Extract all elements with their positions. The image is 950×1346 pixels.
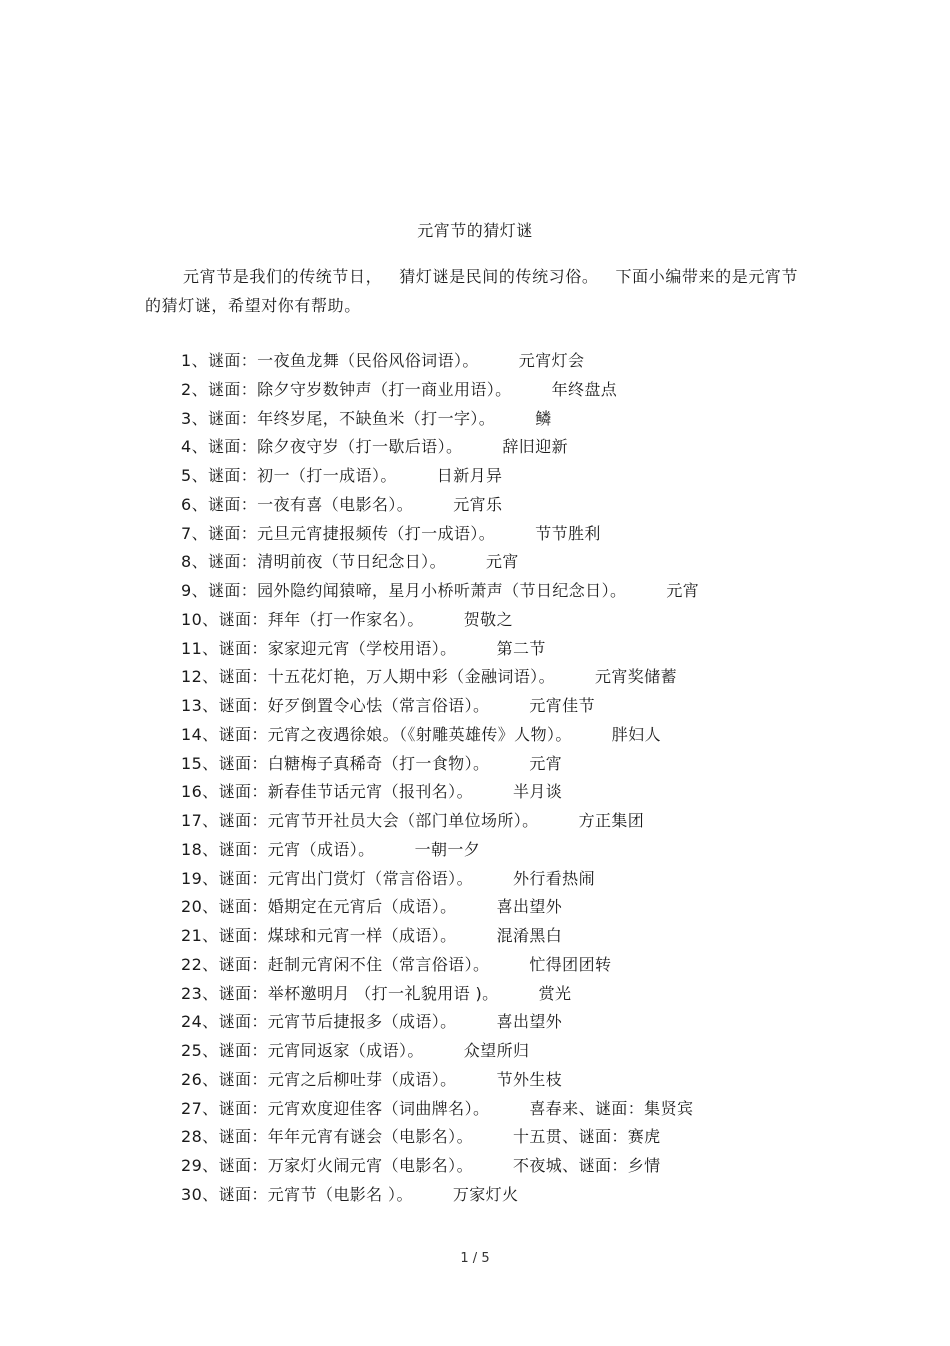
riddle-number: 7、 xyxy=(181,523,208,543)
riddle-number: 2、 xyxy=(181,379,208,399)
riddle-number: 8、 xyxy=(181,552,208,572)
riddle-number: 20、 xyxy=(181,897,219,917)
riddle-number: 15、 xyxy=(181,753,219,773)
riddle-number: 25、 xyxy=(181,1041,219,1060)
riddle-item xyxy=(181,893,901,922)
riddle-item xyxy=(181,376,901,405)
riddle-answer: 元宵灯会 xyxy=(518,351,585,370)
riddle-answer: 元宵佳节 xyxy=(529,696,595,715)
riddle-number: 19、 xyxy=(181,868,219,888)
riddle-question: 谜面：煤球和元宵一样（成语）。 xyxy=(218,926,457,945)
riddle-number: 9、 xyxy=(181,581,208,600)
riddle-answer: 鳞 xyxy=(535,408,552,428)
riddle-answer: 元宵 xyxy=(486,552,519,572)
riddle-number: 10、 xyxy=(181,609,219,629)
riddle-answer: 元宵奖储蓄 xyxy=(594,667,677,687)
riddle-number: 16、 xyxy=(181,782,219,802)
riddle-item xyxy=(181,520,901,549)
riddle-item xyxy=(181,1008,901,1037)
riddle-number: 17、 xyxy=(181,811,219,830)
riddle-answer: 元宵 xyxy=(666,581,700,600)
riddle-item xyxy=(181,635,901,664)
riddle-answer: 十五贯、谜面：赛虎 xyxy=(512,1127,661,1147)
riddle-question: 谜面：元宵节后捷报多（成语）。 xyxy=(218,1012,457,1032)
riddle-number: 23、 xyxy=(181,983,219,1003)
riddle-item xyxy=(181,606,901,635)
riddle-question: 谜面：初一（打一成语）。 xyxy=(207,466,397,485)
intro-paragraph xyxy=(145,262,805,320)
riddle-question: 谜面：元宵（成语）。 xyxy=(218,839,375,859)
page-number: 1 / 5 xyxy=(460,1251,490,1266)
riddle-number: 6、 xyxy=(181,494,208,514)
riddle-number: 30、 xyxy=(181,1184,219,1204)
riddle-answer: 元宵 xyxy=(529,753,563,773)
riddle-number: 3、 xyxy=(181,408,208,428)
riddle-number: 4、 xyxy=(181,437,208,457)
riddle-answer: 年终盘点 xyxy=(551,379,618,399)
riddle-item xyxy=(181,1037,901,1066)
riddle-item xyxy=(181,1066,901,1095)
riddle-list xyxy=(181,347,901,1210)
riddle-question: 谜面：元宵节（电影名 ）。 xyxy=(218,1184,413,1204)
riddle-item xyxy=(181,1181,901,1210)
riddle-question: 谜面：元宵之后柳吐芽（成语）。 xyxy=(218,1069,457,1089)
riddle-question: 谜面：万家灯火闹元宵（电影名）。 xyxy=(218,1156,473,1175)
riddle-item xyxy=(181,951,901,980)
riddle-answer: 节节胜利 xyxy=(535,523,601,543)
riddle-item xyxy=(181,692,901,721)
riddle-answer: 元宵乐 xyxy=(453,494,503,514)
riddle-question: 谜面：年年元宵有谜会（电影名）。 xyxy=(218,1127,473,1147)
riddle-number: 28、 xyxy=(181,1127,219,1147)
riddle-question: 谜面：除夕夜守岁（打一歇后语）。 xyxy=(207,437,463,457)
riddle-item xyxy=(181,433,901,462)
riddle-number: 24、 xyxy=(181,1012,219,1032)
riddle-answer: 喜春来、谜面：集贤宾 xyxy=(529,1098,694,1118)
riddle-question: 谜面：元宵之夜遇徐娘。（《射雕英雄传》人物）。 xyxy=(218,724,572,744)
riddle-item xyxy=(181,1095,901,1124)
riddle-question: 谜面：一夜有喜（电影名）。 xyxy=(207,494,414,514)
intro-segment-1: 元宵节是我们的传统节日， xyxy=(183,267,383,286)
riddle-answer: 贺敬之 xyxy=(463,609,513,629)
riddle-answer: 喜出望外 xyxy=(496,897,563,917)
document-title: 元宵节的猜灯谜 xyxy=(417,221,533,240)
riddle-item xyxy=(181,865,901,894)
riddle-number: 18、 xyxy=(181,839,219,859)
riddle-number: 29、 xyxy=(181,1156,219,1175)
riddle-item xyxy=(181,663,901,692)
riddle-answer: 众望所归 xyxy=(463,1041,530,1060)
riddle-item xyxy=(181,807,901,836)
riddle-answer: 节外生枝 xyxy=(496,1069,563,1089)
riddle-item xyxy=(181,922,901,951)
riddle-item xyxy=(181,577,901,606)
riddle-number: 5、 xyxy=(181,466,208,485)
riddle-question: 谜面：十五花灯艳，万人期中彩（金融词语）。 xyxy=(218,667,555,687)
riddle-answer: 赏光 xyxy=(538,983,572,1003)
riddle-question: 谜面：元宵出门赏灯（常言俗语）。 xyxy=(218,868,473,888)
riddle-item xyxy=(181,980,901,1009)
riddle-answer: 忙得团团转 xyxy=(529,954,612,974)
riddle-question: 谜面：拜年（打一作家名）。 xyxy=(218,609,424,629)
riddle-answer: 辞旧迎新 xyxy=(502,437,568,457)
riddle-number: 27、 xyxy=(181,1098,219,1118)
riddle-question: 谜面：元宵节开社员大会（部门单位场所）。 xyxy=(218,811,539,830)
riddle-item xyxy=(181,778,901,807)
riddle-question: 谜面：元宵欢度迎佳客（词曲牌名）。 xyxy=(218,1098,490,1118)
riddle-number: 11、 xyxy=(181,638,219,658)
riddle-question: 谜面：清明前夜（节日纪念日）。 xyxy=(207,552,446,572)
riddle-item xyxy=(181,836,901,865)
riddle-question: 谜面：新春佳节话元宵（报刊名）。 xyxy=(218,782,473,802)
riddle-question: 谜面：除夕守岁数钟声（打一商业用语）。 xyxy=(207,379,512,399)
riddle-number: 1、 xyxy=(181,351,208,370)
riddle-answer: 第二节 xyxy=(496,638,546,658)
riddle-number: 14、 xyxy=(181,724,219,744)
riddle-question: 谜面：好歹倒置令心怯（常言俗语）。 xyxy=(218,696,490,715)
riddle-item xyxy=(181,548,901,577)
riddle-number: 21、 xyxy=(181,926,219,945)
riddle-answer: 日新月异 xyxy=(436,466,503,485)
riddle-question: 谜面：赶制元宵闲不住（常言俗语）。 xyxy=(218,954,490,974)
riddle-answer: 方正集团 xyxy=(578,811,645,830)
riddle-question: 谜面：园外隐约闻猿啼，星月小桥听萧声（节日纪念日）。 xyxy=(207,581,627,600)
riddle-question: 谜面：元旦元宵捷报频传（打一成语）。 xyxy=(207,523,496,543)
riddle-question: 谜面：元宵同返家（成语）。 xyxy=(218,1041,424,1060)
riddle-number: 26、 xyxy=(181,1069,219,1089)
riddle-question: 谜面：一夜鱼龙舞（民俗风俗词语）。 xyxy=(207,351,479,370)
riddle-question: 谜面：年终岁尾，不缺鱼米（打一字）。 xyxy=(207,408,496,428)
riddle-answer: 外行看热闹 xyxy=(512,868,595,888)
riddle-item xyxy=(181,721,901,750)
intro-segment-3: 下面小编带来的是元宵节的猜灯谜，希望对你有帮助。 xyxy=(145,267,799,315)
riddle-answer: 万家灯火 xyxy=(452,1184,519,1204)
riddle-answer: 混淆黑白 xyxy=(496,926,563,945)
riddle-item xyxy=(181,405,901,434)
riddle-item xyxy=(181,1152,901,1181)
riddle-item xyxy=(181,491,901,520)
riddle-question: 谜面：家家迎元宵（学校用语）。 xyxy=(218,638,457,658)
riddle-answer: 胖妇人 xyxy=(611,724,661,744)
riddle-question: 谜面：婚期定在元宵后（成语）。 xyxy=(218,897,457,917)
riddle-answer: 一朝一夕 xyxy=(414,839,481,859)
riddle-item xyxy=(181,347,901,376)
riddle-question: 谜面：白糖梅子真稀奇（打一食物）。 xyxy=(218,753,490,773)
riddle-question: 谜面：举杯邀明月 （打一礼貌用语 )。 xyxy=(218,983,499,1003)
intro-segment-2: 猜灯谜是民间的传统习俗。 xyxy=(399,267,599,286)
riddle-item xyxy=(181,750,901,779)
riddle-number: 13、 xyxy=(181,696,219,715)
riddle-item xyxy=(181,462,901,491)
riddle-number: 22、 xyxy=(181,954,219,974)
riddle-answer: 喜出望外 xyxy=(496,1012,563,1032)
riddle-item xyxy=(181,1123,901,1152)
riddle-answer: 半月谈 xyxy=(512,782,563,802)
riddle-number: 12、 xyxy=(181,667,219,687)
riddle-answer: 不夜城、谜面：乡情 xyxy=(512,1156,661,1175)
